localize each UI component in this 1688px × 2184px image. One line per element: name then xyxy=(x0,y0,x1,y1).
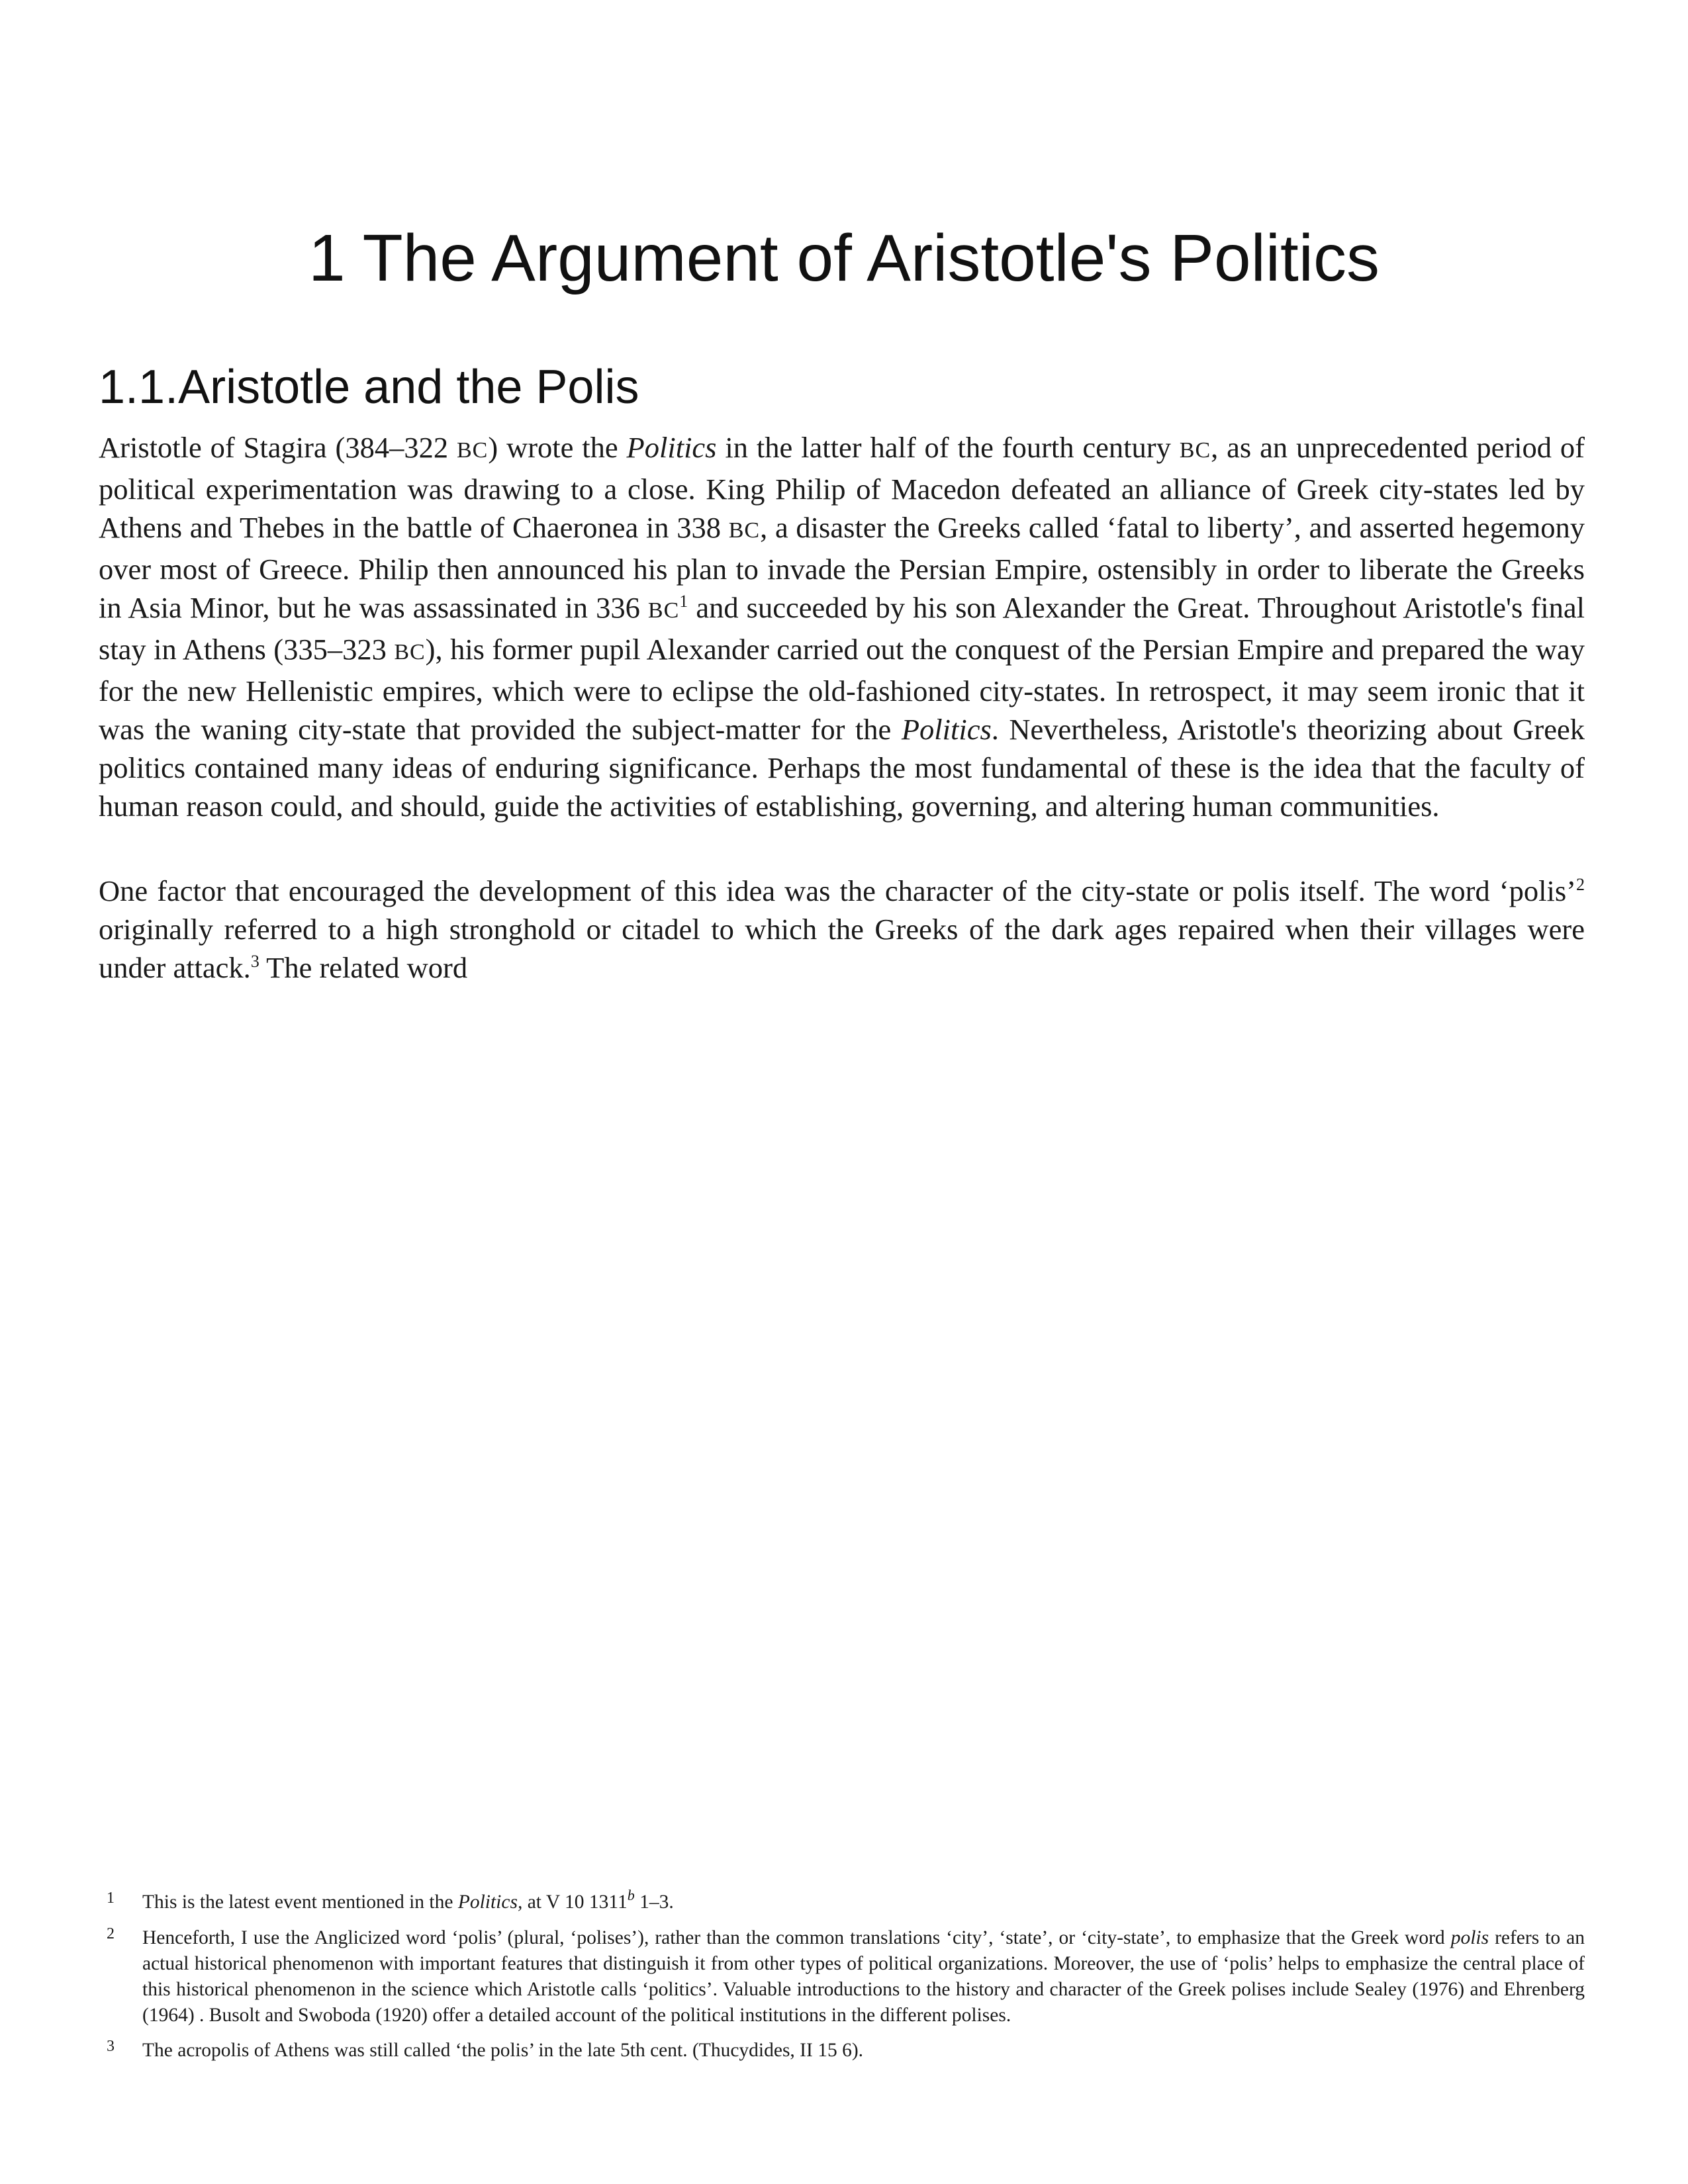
chapter-title: 1 The Argument of Aristotle's Politics xyxy=(308,221,1380,295)
section-heading: 1.1.Aristotle and the Polis xyxy=(99,361,639,414)
footnote-reference-3[interactable]: 3 xyxy=(250,952,259,971)
era-abbreviation: BC xyxy=(1179,438,1211,463)
text-run: at V 10 1311 xyxy=(522,1891,628,1913)
text-run: and succeeded by his son Alexander the Great. Throughout Aristotle's final stay in Athens (335–323 xyxy=(99,591,1585,666)
text-run: 1–3. xyxy=(634,1891,674,1913)
footnote-number: 2 xyxy=(107,1925,115,1942)
text-run: ) wrote the xyxy=(488,431,627,464)
era-abbreviation: BC xyxy=(457,438,489,463)
footnote-number: 1 xyxy=(107,1889,115,1907)
footnote-number: 3 xyxy=(107,2038,115,2055)
footnotes-section xyxy=(99,1889,1585,2073)
era-abbreviation: BC xyxy=(728,518,761,543)
text-run: The related word xyxy=(259,951,468,984)
text-run: , a disaster the Greeks called ‘fatal to liberty’, and asserted hegemony over most of Greece. Philip then announced his plan to invade the Persian Empire, ostensibly in order to liberate the Greeks in Asia Minor, but he was assassinated in 336 xyxy=(99,511,1585,624)
text-run: The acropolis of Athens was still called ‘the polis’ in the late 5th cent. (Thucydides, II 15 6). xyxy=(142,2040,864,2061)
footnote-reference-2[interactable]: 2 xyxy=(1576,875,1585,894)
era-abbreviation: BC xyxy=(647,598,680,623)
text-run: This is the latest event mentioned in the xyxy=(142,1891,458,1913)
text-run: , as an unprecedented period of political experimentation was drawing to a close. King Philip of Macedon defeated an alliance of Greek city-states led by Athens and Thebes in the battle of Chaeronea in 338 xyxy=(99,431,1585,544)
superscript-b: b xyxy=(627,1887,635,1903)
text-run: Aristotle of Stagira (384–322 xyxy=(99,431,457,464)
text-run: ), his former pupil Alexander carried out the conquest of the Persian Empire and prepared the way for the new Hellenistic empires, which were to eclipse the old-fashioned city-states. In retrospect, it may seem ironic that it was the waning city-state that provided the subject-matter for the xyxy=(99,633,1585,746)
text-run: One factor that encouraged the development of this idea was the character of the city-state or polis itself. The word ‘polis’ xyxy=(99,874,1576,907)
body-paragraph-1 xyxy=(99,428,1585,825)
footnote-reference-1[interactable]: 1 xyxy=(679,592,688,611)
text-run: Henceforth, I use the Anglicized word ‘polis’ (plural, ‘polises’), rather than the common translations ‘city’, ‘state’, or ‘city-state’, to emphasize that the Greek word xyxy=(142,1927,1451,1948)
book-title-italic: Politics xyxy=(626,431,717,464)
footnote-3 xyxy=(99,2038,1585,2064)
book-title-italic: Politics, xyxy=(457,1891,523,1913)
text-run: originally referred to a high stronghold or citadel to which the Greeks of the dark ages repaired when their villages were under attack. xyxy=(99,913,1585,984)
book-title-italic: Politics xyxy=(901,713,992,746)
text-run: in the latter half of the fourth century xyxy=(716,431,1180,464)
text-run: refers to an actual historical phenomenon with important features that distinguish it from other types of political organizations. Moreover, the use of ‘polis’ helps to emphasize the central place of this historical phenomenon in the science which Aristotle calls ‘politics’. Valuable introductions to the history and character of the Greek polises include Sealey (1976) and Ehrenberg (1964) . Busolt and Swoboda (1920) offer a detailed account of the political institutions in the different polises. xyxy=(142,1927,1585,2026)
body-paragraph-2 xyxy=(99,872,1585,987)
text-run: . Nevertheless, Aristotle's theorizing about Greek politics contained many ideas of enduring significance. Perhaps the most fundamental of these is the idea that the faculty of human reason could, and should, guide the activities of establishing, governing, and altering human communities. xyxy=(99,713,1585,823)
term-italic: polis xyxy=(1450,1927,1489,1948)
era-abbreviation: BC xyxy=(394,640,426,664)
footnote-2 xyxy=(99,1925,1585,2028)
footnote-1 xyxy=(99,1889,1585,1916)
